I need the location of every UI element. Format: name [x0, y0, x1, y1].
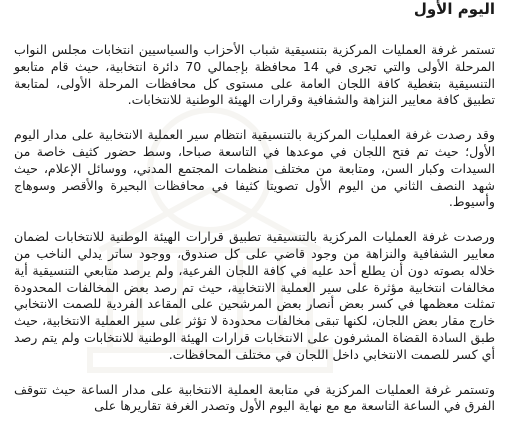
paragraph-intro: تستمر غرفة العمليات المركزية بتنسيقية شباب الأحزاب والسياسيين انتخابات مجلس النواب المرحلة الأولى والتي تجرى في 14 محافظة بإجمالي 70 دائرة انتخابية، حيث قام متابعو التنسيقية بتغطية كافة اللجان العامة على مستوى كل محافظات المرحلة الأولى، لمتابعة تطبيق كافة معايير النزاهة والشفافية وقرارات الهيئة الوطنية للانتخابات.	[14, 42, 495, 108]
paragraph-continued: وتستمر غرفة العمليات المركزية في متابعة العملية الانتخابية على مدار الساعة حيث تتوقف الفرق في الساعة التاسعة مع مع نهاية اليوم الأول وتصدر الغرفة تقاريرها على	[14, 381, 495, 414]
article-heading: اليوم الأول	[413, 0, 495, 18]
article-body	[14, 0, 495, 433]
paragraph-first-day: وقد رصدت غرفة العمليات المركزية بالتنسيقية انتظام سير العملية الانتخابية على مدار اليوم الأول؛ حيث تم فتح اللجان في موعدها في التاسعة صباحا، وسط حضور كثيف خاصة من السيدات وكبار السن، ومتابعة من مختلف منظمات المجتمع المدني، ووسائل الإعلام، حيث شهد النصف الثاني من اليوم الأول تصويتا كثيفا في محافظات البحيرة والأقصر وسوهاج وأسيوط.	[14, 127, 495, 210]
paragraph-observations: ورصدت غرفة العمليات المركزية بالتنسيقية تطبيق قرارات الهيئة الوطنية للانتخابات لضمان معايير الشفافية والنزاهة من وجود قاضي على كل صندوق، ووجود ساتر يدلي الناخب من خلاله بصوته دون أن يطلع أحد عليه في كافة اللجان الفرعية، ولم يرصد متابعي التنسيقية أية مخالفات انتخابية مؤثرة على سير العملية الانتخابية، حيث تم رصد بعض المخالفات المحدودة تمثلت معظمها في كسر بعض أنصار بعض المرشحين على المقاعد الفردية للصمت الانتخابي خارج مقار بعض اللجان، لكنها تبقى مخالفات محدودة لا تؤثر على سير العملية الانتخابية، حيث طبق السادة القضاة المشرفون على الانتخابات قرارات الهيئة الوطنية للانتخابات ولم يتم رصد أي كسر للصمت الانتخابي داخل اللجان في مختلف المحافظات.	[14, 229, 495, 362]
